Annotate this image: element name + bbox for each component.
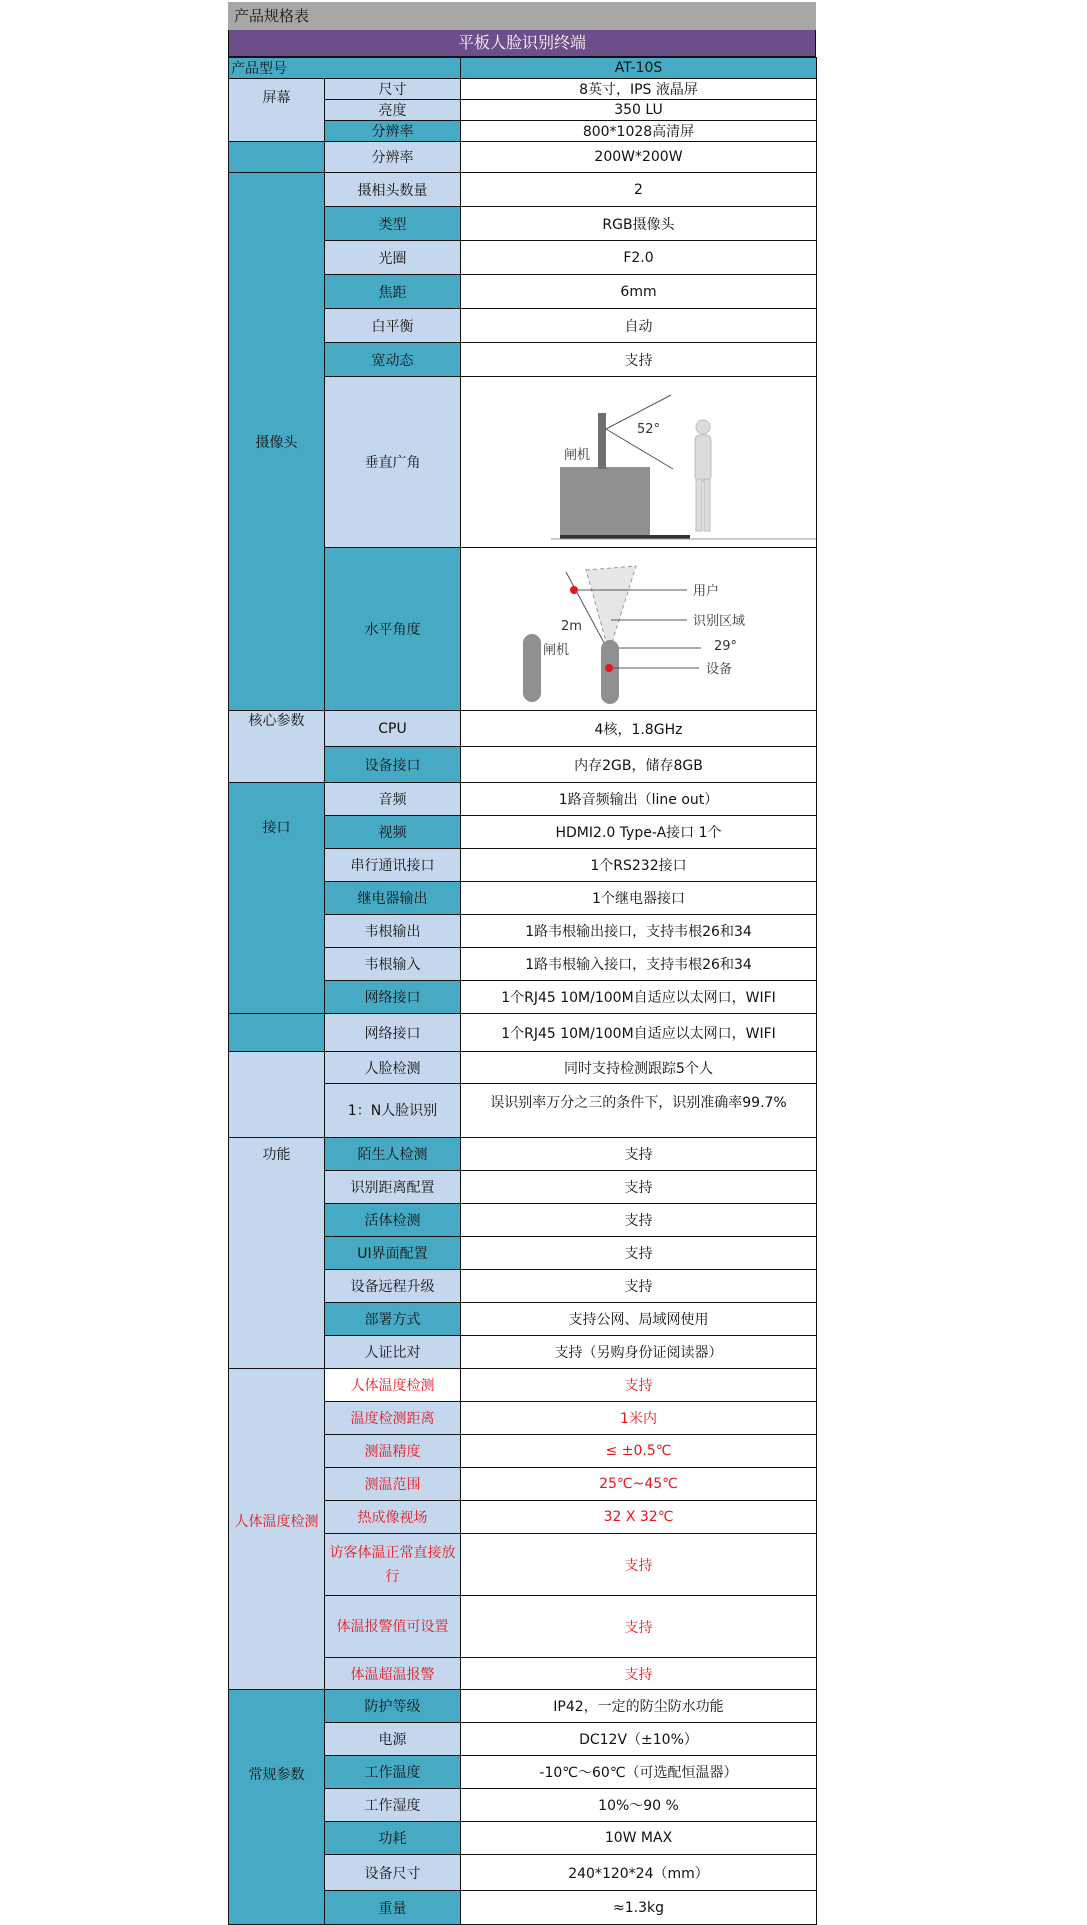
horizontal-angle-label: 29° <box>714 639 738 654</box>
spec-label: 工作湿度 <box>325 1789 461 1822</box>
spec-label: 人体温度检测 <box>325 1369 461 1402</box>
spec-label: 热成像视场 <box>325 1501 461 1534</box>
spec-value: 10%～90 % <box>461 1789 817 1822</box>
vertical-angle-illustration <box>461 377 817 543</box>
spec-row <box>229 1690 817 1723</box>
spec-value: 支持 <box>461 1204 817 1237</box>
spec-label: 功耗 <box>325 1822 461 1855</box>
category-screen: 屏幕 <box>229 79 325 142</box>
spec-label: 分辨率 <box>325 142 461 173</box>
spec-label: 韦根输入 <box>325 948 461 981</box>
spec-row <box>229 711 817 747</box>
spec-label: 垂直广角 <box>325 377 461 548</box>
spec-label: 韦根输出 <box>325 915 461 948</box>
spec-label: 白平衡 <box>325 309 461 343</box>
spec-value: 1米内 <box>461 1402 817 1435</box>
spec-table <box>228 57 817 1925</box>
spec-label: 访客体温正常直接放行 <box>325 1534 461 1596</box>
spec-value: 25℃~45℃ <box>461 1468 817 1501</box>
spec-label: 尺寸 <box>325 79 461 100</box>
ground-bar <box>560 535 690 539</box>
spec-label: 分辨率 <box>325 121 461 142</box>
spec-label: 亮度 <box>325 100 461 121</box>
spec-value: 内存2GB，储存8GB <box>461 747 817 783</box>
spec-row <box>229 783 817 816</box>
spec-label: 视频 <box>325 816 461 849</box>
spec-label: 水平角度 <box>325 548 461 711</box>
spec-label: 测温范围 <box>325 1468 461 1501</box>
spec-value: 4核，1.8GHz <box>461 711 817 747</box>
spec-label: 识别距离配置 <box>325 1171 461 1204</box>
spec-label: 1：N人脸识别 <box>325 1084 461 1138</box>
spec-label: 体温报警值可设置 <box>325 1596 461 1658</box>
spec-value: 350 LU <box>461 100 817 121</box>
spec-value: 支持 <box>461 1270 817 1303</box>
category-general: 常规参数 <box>229 1690 325 1925</box>
spec-value: 1个RJ45 10M/100M自适应以太网口，WIFI <box>461 1014 817 1052</box>
spec-value: 8英寸，IPS 液晶屏 <box>461 79 817 100</box>
horizontal-angle-illustration <box>461 548 817 706</box>
spec-label: 摄相头数量 <box>325 173 461 207</box>
gate-label: 闸机 <box>543 643 570 658</box>
spec-row <box>229 173 817 207</box>
spec-label: 网络接口 <box>325 981 461 1014</box>
vertical-angle-label: 52° <box>637 422 661 437</box>
spec-value: 支持 <box>461 343 817 377</box>
spec-label: 网络接口 <box>325 1014 461 1052</box>
category-camera: 摄像头 <box>229 173 325 711</box>
spec-label: 重量 <box>325 1891 461 1925</box>
spec-value: 1个继电器接口 <box>461 882 817 915</box>
spec-value: 200W*200W <box>461 142 817 173</box>
spec-value: 支持（另购身份证阅读器） <box>461 1336 817 1369</box>
device-label: 设备 <box>706 662 733 677</box>
spec-label: 人脸检测 <box>325 1052 461 1084</box>
user-dot <box>570 586 578 594</box>
spec-row <box>229 79 817 100</box>
spec-value: 支持 <box>461 1237 817 1270</box>
spec-row <box>229 1369 817 1402</box>
spec-label: CPU <box>325 711 461 747</box>
gate-post <box>598 413 606 469</box>
person-icon <box>695 420 711 531</box>
spec-value: 误识别率万分之三的条件下，识别准确率99.7% <box>461 1084 817 1138</box>
spec-value: 支持 <box>461 1171 817 1204</box>
spec-value: 支持 <box>461 1596 817 1658</box>
spec-label: 类型 <box>325 207 461 241</box>
spec-label: 陌生人检测 <box>325 1138 461 1171</box>
spec-value: 支持 <box>461 1658 817 1690</box>
model-row <box>229 58 817 79</box>
spec-label: 音频 <box>325 783 461 816</box>
spec-value: 32 X 32℃ <box>461 1501 817 1534</box>
spec-value: ≤ ±0.5℃ <box>461 1435 817 1468</box>
spec-label: 电源 <box>325 1723 461 1756</box>
spec-value: 自动 <box>461 309 817 343</box>
category-interface: 接口 <box>229 783 325 1014</box>
horizontal-angle-diagram <box>461 548 817 711</box>
recognition-zone <box>586 566 636 652</box>
spec-value: 支持 <box>461 1534 817 1596</box>
category-function: 功能 <box>229 1138 325 1369</box>
spec-value: DC12V（±10%） <box>461 1723 817 1756</box>
spec-value: 同时支持检测跟踪5个人 <box>461 1052 817 1084</box>
user-label: 用户 <box>693 584 720 599</box>
spec-sheet <box>228 2 816 1925</box>
spec-value: 10W MAX <box>461 1822 817 1855</box>
spec-value: 1路韦根输入接口，支持韦根26和34 <box>461 948 817 981</box>
spec-value: -10℃～60℃（可选配恒温器） <box>461 1756 817 1789</box>
spec-value: 800*1028高清屏 <box>461 121 817 142</box>
spec-row <box>229 1014 817 1052</box>
spec-label: 部署方式 <box>325 1303 461 1336</box>
category-empty <box>229 142 325 173</box>
spec-label: 设备尺寸 <box>325 1855 461 1891</box>
category-empty <box>229 1014 325 1052</box>
spec-label: UI界面配置 <box>325 1237 461 1270</box>
spec-row <box>229 1138 817 1171</box>
spec-value: RGB摄像头 <box>461 207 817 241</box>
spec-value: ≈1.3kg <box>461 1891 817 1925</box>
spec-label: 串行通讯接口 <box>325 849 461 882</box>
spec-value: 1路音频输出（line out） <box>461 783 817 816</box>
spec-value: 支持公网、局域网使用 <box>461 1303 817 1336</box>
spec-value: IP42，一定的防尘防水功能 <box>461 1690 817 1723</box>
model-value: AT-10S <box>461 58 817 79</box>
spec-label: 体温超温报警 <box>325 1658 461 1690</box>
spec-row <box>229 1052 817 1084</box>
spec-label: 焦距 <box>325 275 461 309</box>
spec-value: 1路韦根输出接口，支持韦根26和34 <box>461 915 817 948</box>
spec-label: 活体检测 <box>325 1204 461 1237</box>
spec-label: 光圈 <box>325 241 461 275</box>
sheet-title: 产品规格表 <box>228 2 816 30</box>
spec-label: 人证比对 <box>325 1336 461 1369</box>
spec-value: 1个RS232接口 <box>461 849 817 882</box>
vertical-angle-diagram <box>461 377 817 548</box>
spec-value: 6mm <box>461 275 817 309</box>
spec-value: F2.0 <box>461 241 817 275</box>
spec-label: 设备远程升级 <box>325 1270 461 1303</box>
spec-value: 支持 <box>461 1138 817 1171</box>
spec-value: HDMI2.0 Type-A接口 1个 <box>461 816 817 849</box>
device-dot <box>605 664 613 672</box>
gate-left <box>523 634 541 702</box>
model-label: 产品型号 <box>229 58 461 79</box>
gate-label: 闸机 <box>564 448 591 463</box>
spec-value: 支持 <box>461 1369 817 1402</box>
gate-right <box>601 640 619 704</box>
category-core: 核心参数 <box>229 711 325 783</box>
spec-value: 240*120*24（mm） <box>461 1855 817 1891</box>
zone-label: 识别区域 <box>693 614 746 629</box>
category-empty <box>229 1052 325 1138</box>
spec-row <box>229 142 817 173</box>
product-banner: 平板人脸识别终端 <box>228 30 816 57</box>
spec-label: 设备接口 <box>325 747 461 783</box>
spec-value: 2 <box>461 173 817 207</box>
spec-label: 继电器输出 <box>325 882 461 915</box>
spec-label: 防护等级 <box>325 1690 461 1723</box>
spec-label: 工作温度 <box>325 1756 461 1789</box>
category-temperature: 人体温度检测 <box>229 1369 325 1690</box>
distance-label: 2m <box>561 619 582 634</box>
spec-value: 1个RJ45 10M/100M自适应以太网口，WIFI <box>461 981 817 1014</box>
gate-body <box>560 467 650 537</box>
spec-label: 宽动态 <box>325 343 461 377</box>
spec-label: 温度检测距离 <box>325 1402 461 1435</box>
spec-label: 测温精度 <box>325 1435 461 1468</box>
